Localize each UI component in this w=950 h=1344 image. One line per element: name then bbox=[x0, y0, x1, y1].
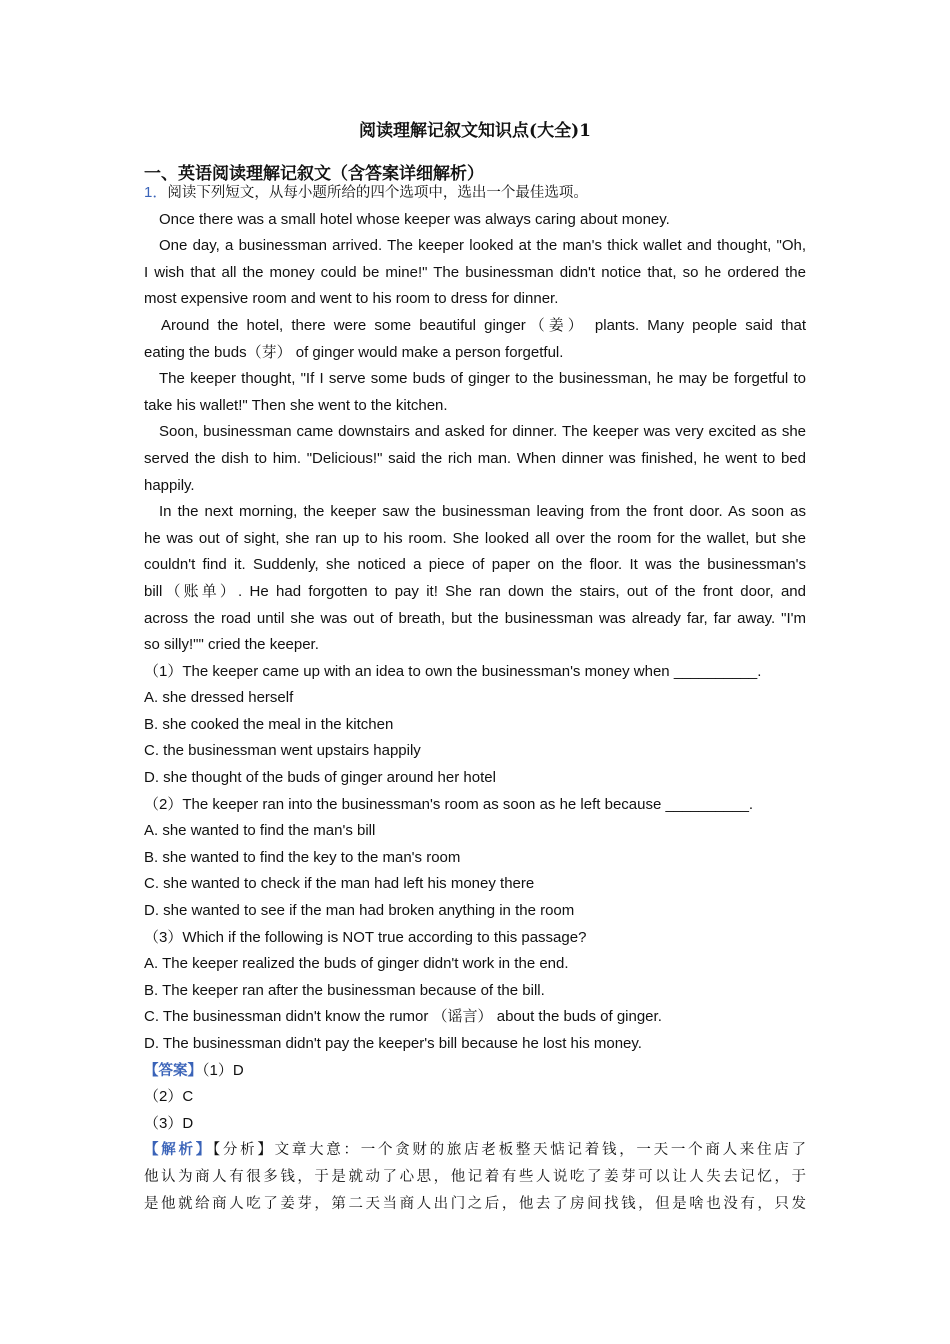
question-stem: （2）The keeper ran into the businessman's room as soon as he left because __________. bbox=[144, 795, 754, 813]
option: A. The keeper realized the buds of ginger didn't work in the end. bbox=[144, 955, 569, 973]
section-heading: 一、英语阅读理解记叙文（含答案详细解析） bbox=[144, 164, 484, 184]
passage-line: served the dish to him. "Delicious!" said the rich man. When dinner was finished, he went to bed bbox=[144, 449, 806, 467]
option: B. The keeper ran after the businessman because of the bill. bbox=[144, 981, 545, 999]
answer-line: （2）C bbox=[144, 1088, 194, 1106]
option: B. she wanted to find the key to the man's room bbox=[144, 848, 461, 866]
answer-value: （1）D bbox=[202, 1061, 244, 1079]
passage-line: couldn't find it. Suddenly, she noticed a piece of paper on the floor. It was the businessman's bbox=[144, 556, 806, 574]
passage-line: so silly!"" cried the keeper. bbox=[144, 636, 319, 654]
question-3 bbox=[144, 925, 806, 1058]
question-content bbox=[144, 180, 806, 1217]
passage-line: happily. bbox=[144, 476, 195, 494]
answer-block bbox=[144, 1058, 806, 1138]
option: B. she cooked the meal in the kitchen bbox=[144, 715, 394, 733]
answer-line bbox=[144, 1058, 806, 1085]
page-title: 阅读理解记叙文知识点(大全)1 bbox=[359, 121, 591, 141]
passage-line: The keeper thought, "If I serve some buds of ginger to the businessman, he may be forgetful to bbox=[159, 370, 806, 388]
passage-line: I wish that all the money could be mine!" The businessman didn't notice that, so he ordered the bbox=[144, 263, 806, 281]
question-number: 1． bbox=[144, 184, 168, 201]
analysis-text: 【分析】文章大意：一个贪财的旅店老板整天惦记着钱，一天一个商人来住店了 bbox=[212, 1142, 806, 1159]
option: A. she wanted to find the man's bill bbox=[144, 822, 376, 840]
option: C. the businessman went upstairs happily bbox=[144, 742, 421, 760]
passage-line: Around the hotel, there were some beautiful ginger（姜） plants. Many people said that bbox=[161, 316, 806, 334]
analysis-line: 是他就给商人吃了姜芽，第二天当商人出门之后，他去了房间找钱，但是啥也没有，只发 bbox=[144, 1195, 806, 1212]
instruction-text: 阅读下列短文，从每小题所给的四个选项中，选出一个最佳选项。 bbox=[167, 185, 588, 201]
passage-line: Soon, businessman came downstairs and asked for dinner. The keeper was very excited as she bbox=[159, 423, 806, 441]
question-2 bbox=[144, 792, 806, 925]
passage-line: he was out of sight, she ran up to his room. She looked all over the room for the wallet, but she bbox=[144, 529, 806, 547]
passage-line: bill（账单）. He had forgotten to pay it! She ran down the stairs, out of the front door, and bbox=[144, 582, 806, 600]
option: C. The businessman didn't know the rumor （谣言） about the buds of ginger. bbox=[144, 1008, 662, 1026]
passage-line: most expensive room and went to his room to dress for dinner. bbox=[144, 290, 559, 308]
option: C. she wanted to check if the man had left his money there bbox=[144, 875, 535, 893]
option: D. she thought of the buds of ginger around her hotel bbox=[144, 769, 496, 787]
passage-line: eating the buds（芽） of ginger would make a person forgetful. bbox=[144, 343, 564, 361]
passage-line: One day, a businessman arrived. The keeper looked at the man's thick wallet and thought, "Oh, bbox=[159, 237, 806, 255]
question-stem: （1）The keeper came up with an idea to own the businessman's money when __________. bbox=[144, 662, 762, 680]
passage-line: Once there was a small hotel whose keeper was always caring about money. bbox=[159, 210, 670, 228]
analysis-line bbox=[144, 1137, 806, 1164]
passage-line: take his wallet!" Then she went to the kitchen. bbox=[144, 396, 448, 414]
analysis-line: 他认为商人有很多钱，于是就动了心思，他记着有些人说吃了姜芽可以让人失去记忆，于 bbox=[144, 1168, 806, 1185]
analysis-block bbox=[144, 1137, 806, 1217]
option: D. The businessman didn't pay the keeper's bill because he lost his money. bbox=[144, 1035, 642, 1052]
answer-line: （3）D bbox=[144, 1114, 194, 1132]
analysis-label: 【解析】 bbox=[144, 1142, 213, 1159]
option: D. she wanted to see if the man had broken anything in the room bbox=[144, 902, 575, 920]
passage bbox=[144, 207, 806, 659]
answer-label: 【答案】 bbox=[144, 1062, 202, 1079]
passage-line: In the next morning, the keeper saw the businessman leaving from the front door. As soon as bbox=[159, 503, 806, 521]
question-instruction bbox=[144, 180, 806, 207]
question-1 bbox=[144, 659, 806, 792]
passage-line: across the road until she was out of breath, but the businessman was already far, far away. "I'm bbox=[144, 609, 806, 627]
question-stem: （3）Which if the following is NOT true according to this passage? bbox=[144, 928, 587, 946]
option: A. she dressed herself bbox=[144, 689, 294, 707]
